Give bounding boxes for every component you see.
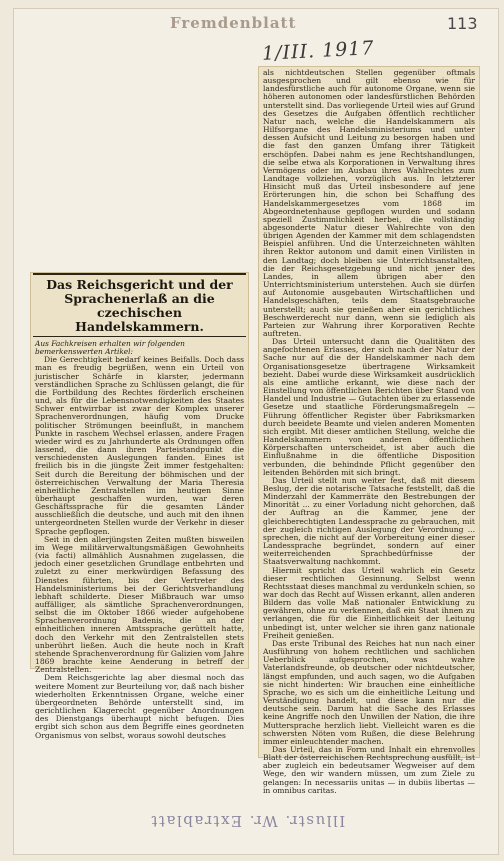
- article-column-left: [30, 272, 249, 740]
- handwritten-date: 1/III. 1917: [261, 37, 375, 65]
- article-paragraph: als nichtdeutschen Stellen gegenüber oftmals ausgesprochen und gilt ebenso wie für landesfürstliche auch für autonome Organe, wenn sie höheren autonomen oder landesfürstlichen Behörden unterstellt sind. Das vorliegende Urteil wies auf Grund des Gesetzes die Aufgaben öffentlich rechtlicher Natur nach, welche die Handelskammern als Hilfsorgane des Handelsministeriums und unter dessen Aufsicht und Leitung zu besorgen haben und die fast den ganzen Umfang ihrer Tätigkeit erschöpfen. Dabei nahm es jene Rechtshandlungen, die selbe etwa als Korporationen in Verwaltung ihres Vermögens oder im Ausbau ihres Wahlrechtes zum Landtage vollziehen, vorzüglich aus. In letzterer Hinsicht muß das Urteil insbesondere auf jene Erörterungen hin, die schon bei Schaffung des Handelskammergesetzes vom 1868 im Abgeordnetenhause gepflogen wurden und sodann speziell Zustimmlichkeit herbei, die vollständig abgesonderte Natur dieser Wahlrechte von den übrigen Agenden der Kammer mit dem schlagendsten Beispiel anführen. Und die Unterzeichneten wählten ihren Rektor autonom und damit einen Virilisten in den Landtag; doch bleiben sie Unterrichtsanstalten, die der Reichsgesetzgebung und nicht jener des Landes, in allem übrigen aber den Unterrichtsministerium unterstehen. Auch sie dürfen auf Autonomie ausgebauten Wirtschaftlichen und Handelsgeschäften, teils dem Staatsgebrauche unterstellt; auch sie genießen aber ein gerichtliches Beschwerderecht nur dann, wenn sie lediglich als Parteien zur Wahrung ihrer Korporativen Rechte auftreten.: [263, 68, 475, 338]
- article-lede: Aus Fachkreisen erhalten wir folgenden bemerkenswerten Artikel:: [35, 339, 185, 357]
- article-paragraph: Das Urteil untersucht dann die Qualitäten des angefochtenen Erlasses, der sich nach der Natur der Sache nur auf die der Handelskammer nach dem Organisationsgesetze übertragene Wirksamkeit bezieht. Dabei wurde diese Wirksamkeit ausdrücklich als eine amtliche erkannt, wie diese nach der Einstellung von öffentlichen Berichten über Stand von Handel und Industrie — Gutachten über zu erlassende Gesetze und staatliche Förderungsmaßregeln — Führung öffentlicher Register über Fabriksmarken durch beeidete Beamte und vielen anderen Momenten sich ergibt. Mit dieser amtlichen Stellung, welche die Handelskammern von anderen öffentlichen Körperschaften unterscheidet, ist aber auch die Einflußnahme in die öffentliche Disposition verbunden, die behindnde Pflicht gegenüber den leitenden Behörden mit sich bringt.: [263, 337, 475, 477]
- folio-number: 113: [447, 14, 478, 33]
- article-paragraph: Das Urteil, das in Form und Inhalt ein ehrenvolles Blatt der österreichischen Rechtsprechung ausfüllt, ist aber zugleich ein bedeutsamer Wegweiser auf dem Wege, den wir wandern müssen, um zum Ziele zu gelangen: In necessariis unitas — in dubiis libertas — in omnibus caritas.: [263, 744, 475, 795]
- article-paragraph: Dem Reichsgerichte lag aber diesmal noch das weitere Moment zur Beurteilung vor, daß nach bisher wiederholten Erkenntnissen Organe, welche einer übergeordneten Behörde unterstellt sind, im gerichtlichen Klagerecht gegenüber Anordnungen des Dienstgangs überhaupt nicht befugen. Dies ergibt sich schon aus dem Begriffe eines geordneten Organismus von selbst, woraus sowohl deutsches: [35, 673, 244, 740]
- article-column-right: [258, 66, 480, 795]
- article-paragraph: Seit in den allerjüngsten Zeiten mußten bisweilen im Wege militärverwaltungsmäßigen Gewohnheits (via facti) allmählich Ausnahmen zugelassen, die jedoch einer gesetzlichen Grundlage entbehrten und zuletzt zu einer merkwürdigen Befassung des Dienstes führten, bis der Vertreter des Handelsministeriums bei der Gerichtsverhandlung lebhaft schilderte. Dieser Mißbrauch war umso auffälliger, als sämtliche Sprachenverordnungen, selbst die im Oktober 1866 wieder aufgehobene Sprachenverordnung Badenis, die an der einheitlichen inneren Amtssprache gerüttelt hatte, doch den Verkehr mit den Zentralstellen stets unberührt ließen. Auch die heute noch in Kraft stehende Sprachenverordnung für Galizien vom Jahre 1869 brachte keine Aenderung in betreff der Zentralstellen.: [35, 534, 244, 675]
- article-paragraph: Das Urteil stellt nun weiter fest, daß mit diesem Beslug, der die notarische Tatsache feststellt, daß die Minderzahl der Kammerräte den Bestrebungen der Minorität ... zu einer Vorladung nicht gehorchen, daß der Auftrag an die Kammer, jene der gleichberechtigten Landessprache zu gebrauchen, mit der zugleich richtigen Auslegung der Verordnung ... sprechen, die nicht auf der Vorbereitung einer dieser Landessprache begründet, sondern auf einer weiterreichenden Sprachbedürfnisse der Staatsverwaltung nachkommt.: [263, 475, 475, 567]
- newspaper-stamp-top: Fremdenblatt: [170, 14, 297, 32]
- newspaper-stamp-bottom: Illustr. Wr. Extrablatt: [150, 812, 346, 830]
- article-paragraph: Das erste Tribunal des Reiches hat nun nach einer Ausführung von hohem rechtlichen und sachlichen Ueberblick aufgesprochen, was wahre Vaterlandsfreunde, ob deutscher oder nichtdeutscher, längst empfunden, und auch sagen, wo die Aufgaben sie nicht hinderten: Wir brauchen eine einheitliche Sprache, wo es sich um die einheitliche Leitung und Verständigung handelt, und diese kann nur die deutsche sein. Darum hat die Sache des Erlasses keine Angriffe noch den Unwillen der Nation, die ihre Muttersprache herzlich liebt. Vielleicht waren es die schwersten Nöten vom Rußen, die diese Belehrung immer einleuchtender machen.: [263, 638, 475, 746]
- article-headline: Das Reichsgericht und der Sprachenerlaß an die czechischen Handelskammern.: [46, 277, 233, 334]
- headline-box: [33, 273, 246, 337]
- article-paragraph: Hiermit spricht das Urteil wahrlich ein Gesetz dieser rechtlichen Gesinnung. Selbst wenn Rechtsstaat dieses manchmal zu verdunkeln schien, so war doch das Recht auf Wissen erkannt, allen anderen Bildern das volle Maß nationaler Entwicklung zu gewähren, ohne zu verkennen, daß ein Staat ihnen zu verlangen, die für die Einheitlichkeit der Leitung unbedingt ist, unter welcher sie ihren ganz nationale Freiheit genießen.: [263, 565, 475, 640]
- article-paragraph: Die Gerechtigkeit bedarf keines Beifalls. Doch dass man es freudig begrüßen, wenn ein Urteil von juristischer Schärfe in klarster, jedermann verständlichen Sprache zu Schlüssen gelangt, die für die Fortbildung des Rechtes förderlich erscheinen und, als für die Lebensnotwendigkeiten des Staates Schwer entwirrbar ist zwar der Komplex unserer Sprachenverordnungen, häufig vom Drucke politischer Strömungen beeinflußt, in manchem Punkte in raschem Wechsel erlassen, andere Fragen wieder wird es zu Jahrhunderte als Ordnungen offen lassend, die dann ihren Parteistandpunkt die verschiedensten Auslegungen fanden. Eines ist freilich bis in die jüngste Zeit immer festgehalten: Seit durch die Bereitung der böhmischen und der österreichischen Verwaltung der Maria Theresia einheitliche Zentralstellen im heutigen Sinne überhaupt geschaffen wurden, war deren Geschäftssprache für die gesamten Länder ausschließlich die deutsche, und auch mit den ihnen untergeordneten Stellen wurde der Verkehr in dieser Sprache gepflogen.: [35, 355, 244, 536]
